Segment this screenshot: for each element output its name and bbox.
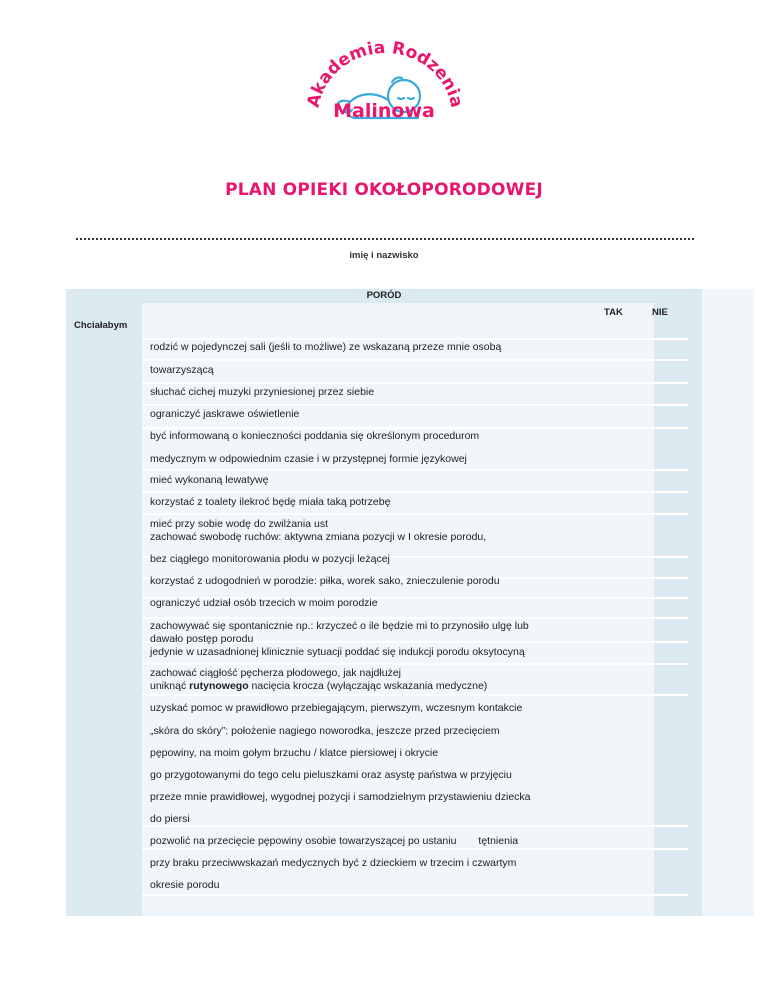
item-text: korzystać z udogodnień w porodzie: piłka, worek sako, znieczulenie porodu [150,575,500,587]
row-separator [142,848,688,850]
row-separator [142,617,688,619]
item-text: do piersi [150,813,190,825]
item-text: ograniczyć jaskrawe oświetlenie [150,408,300,420]
item-text: uzyskać pomoc w prawidłowo przebiegającym, pierwszym, wczesnym kontakcie [150,702,523,714]
row-separator [142,491,688,493]
item-text: bez ciągłego monitorowania płodu w pozycji leżącej [150,553,390,565]
column-header-tak: TAK [604,307,623,318]
item-text: uniknąć rutynowego nacięcia krocza (wyłączając wskazania medyczne) [150,680,488,692]
item-text: zachować ciągłość pęcherza płodowego, jak najdłużej [150,667,401,679]
item-text: „skóra do skóry”: położenie nagiego noworodka, jeszcze przed przecięciem [150,725,500,737]
name-field-label: imię i nazwisko [349,250,419,261]
label-column [66,289,142,916]
item-text: mieć wykonaną lewatywę [150,474,269,486]
item-text: zachowywać się spontanicznie np.: krzyczeć o ile będzie mi to przynosiło ulgę lub [150,620,529,632]
item-text: pozwolić na przecięcie pępowiny osobie towarzyszącej po ustaniu tętnienia [150,835,519,847]
item-text: przy braku przeciwwskazań medycznych być z dzieckiem w trzecim i czwartym [150,857,517,869]
row-separator [142,359,688,361]
item-text: ograniczyć udział osób trzecich w moim porodzie [150,597,378,609]
row-separator [142,382,688,384]
item-text: pępowiny, na moim gołym brzuchu / klatce piersiowej i okrycie [150,747,439,759]
item-text: zachować swobodę ruchów: aktywna zmiana pozycji w I okresie porodu, [150,531,487,543]
section-title: PORÓD [366,290,402,301]
row-separator [142,404,688,406]
item-text: medycznym w odpowiednim czasie i w przystępnej formie językowej [150,453,467,465]
item-text: towarzyszącą [150,364,214,376]
row-separator [142,338,688,340]
page-title: PLAN OPIEKI OKOŁOPORODOWEJ [225,180,543,200]
row-separator [142,513,688,515]
akademia-rodzenia-logo [300,38,470,148]
item-text: być informowaną o konieczności poddania się określonym procedurom [150,430,480,442]
item-text: mieć przy sobie wodę do zwilżania ust [150,518,328,530]
item-text: korzystać z toalety ilekroć będę miała taką potrzebę [150,496,391,508]
row-separator [142,894,688,896]
row-separator [142,825,688,827]
column-header-nie: NIE [652,307,668,318]
name-field-line[interactable] [76,238,694,240]
nie-column[interactable] [702,289,754,916]
row-separator [142,694,688,696]
item-text: jedynie w uzasadnionej klinicznie sytuacji poddać się indukcji porodu oksytocyną [150,646,525,658]
item-text: słuchać cichej muzyki przyniesionej przez siebie [150,386,375,398]
item-text: go przygotowanymi do tego celu pieluszkami oraz asystę państwa w przyjęciu [150,769,512,781]
item-text: rodzić w pojedynczej sali (jeśli to możliwe) ze wskazaną przeze mnie osobą [150,341,502,353]
item-text: przeze mnie prawidłowej, wygodnej pozycji i samodzielnym przystawieniu dziecka [150,791,531,803]
item-text: dawało postęp porodu [150,633,254,645]
emphasis-text: rutynowego [189,680,249,692]
row-separator [142,427,688,429]
row-separator [142,663,688,665]
row-label: Chciałabym [74,320,128,331]
logo-name: Malinowa [333,100,435,122]
row-separator [142,469,688,471]
item-text: okresie porodu [150,879,220,891]
logo-arc-text: Akademia Rodzenia [303,38,467,110]
